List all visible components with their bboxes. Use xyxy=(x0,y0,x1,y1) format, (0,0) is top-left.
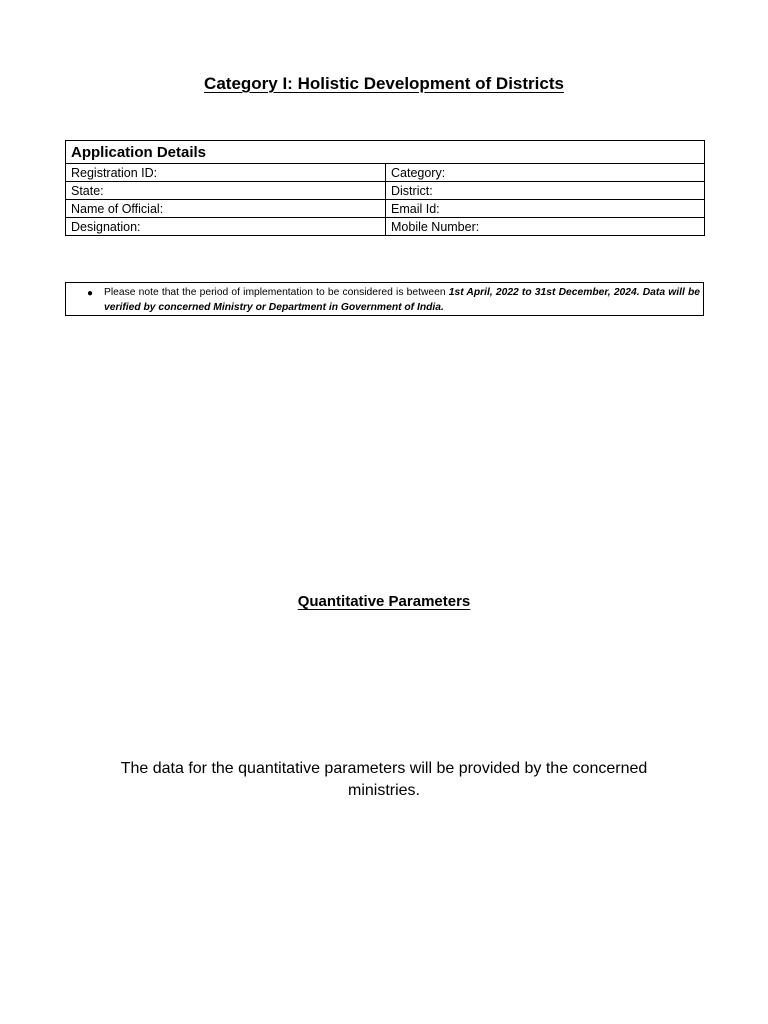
application-details-header: Application Details xyxy=(66,141,705,164)
official-name-label: Name of Official: xyxy=(66,200,386,218)
implementation-note-box xyxy=(65,282,704,316)
page-title xyxy=(0,72,768,96)
registration-id-label: Registration ID: xyxy=(66,164,386,182)
bullet-icon: ● xyxy=(87,288,94,299)
application-details-table xyxy=(65,140,705,236)
page-title-text: Category I: Holistic Development of Districts xyxy=(204,74,564,93)
category-label: Category: xyxy=(386,164,705,182)
table-header-row xyxy=(66,141,705,164)
quantitative-parameters-description: The data for the quantitative parameters will be provided by the concerned ministries. xyxy=(120,760,648,799)
district-label: District: xyxy=(386,182,705,200)
email-id-label: Email Id: xyxy=(386,200,705,218)
quantitative-parameters-heading xyxy=(0,591,768,613)
note-emphasis-text: 1st April, 2022 to 31st December, 2024. Data will be verified by concerned Ministry or Department in Government of India. xyxy=(104,287,700,313)
quantitative-parameters-heading-text: Quantitative Parameters xyxy=(297,593,471,610)
mobile-number-label: Mobile Number: xyxy=(386,218,705,236)
designation-label: Designation: xyxy=(66,218,386,236)
implementation-note-text xyxy=(104,285,700,315)
table-row xyxy=(66,164,705,182)
state-label: State: xyxy=(66,182,386,200)
table-row xyxy=(66,200,705,218)
table-row xyxy=(66,218,705,236)
note-plain-text: Please note that the period of implementation to be considered is between xyxy=(104,287,449,298)
table-row xyxy=(66,182,705,200)
